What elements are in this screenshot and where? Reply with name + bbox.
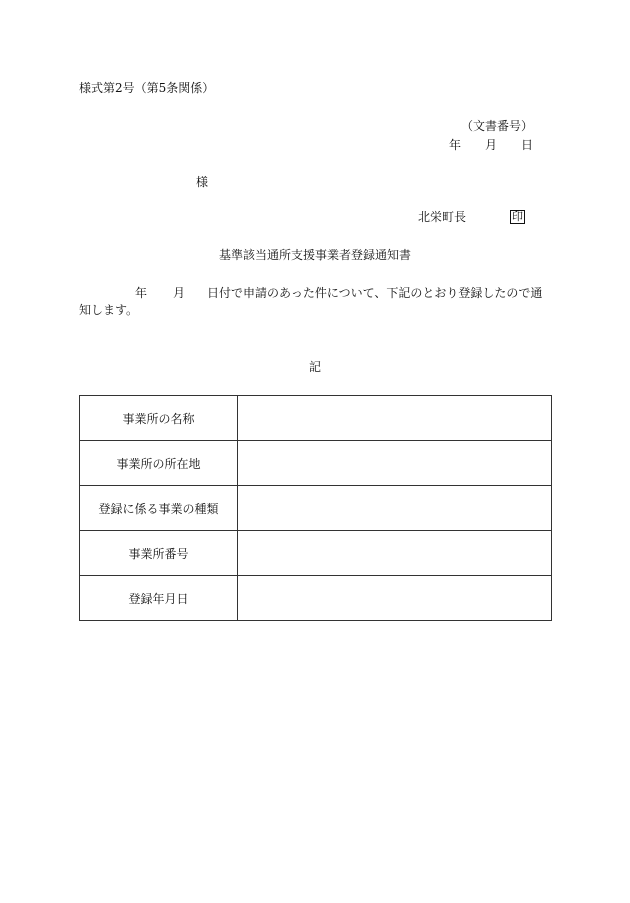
row-value[interactable] — [238, 486, 552, 531]
body-text: 日付で申請のあった件について、下記のとおり登録したので通知します。 — [79, 286, 543, 317]
table-row — [80, 531, 552, 576]
row-label: 事業所の所在地 — [80, 441, 238, 486]
date-year: 年 — [448, 138, 461, 152]
seal-mark: 印 — [512, 210, 523, 223]
ki-heading: 記 — [308, 360, 321, 374]
body-year: 年 — [135, 286, 148, 300]
form-number: 様式第2号（第5条関係） — [79, 81, 215, 95]
document-number: （文書番号） — [460, 119, 533, 133]
notice-body — [79, 285, 552, 319]
date-month: 月 — [484, 138, 497, 152]
sender-name: 北栄町長 — [418, 210, 467, 224]
row-value[interactable] — [238, 441, 552, 486]
row-value[interactable] — [238, 576, 552, 621]
issue-date — [449, 138, 533, 152]
addressee-honorific: 様 — [196, 175, 209, 189]
body-month: 月 — [173, 286, 186, 300]
table-row — [80, 441, 552, 486]
row-label: 登録に係る事業の種類 — [80, 486, 238, 531]
table-row — [80, 396, 552, 441]
table-row — [80, 576, 552, 621]
registration-table — [79, 395, 552, 621]
row-label: 事業所の名称 — [80, 396, 238, 441]
date-day: 日 — [520, 138, 533, 152]
row-value[interactable] — [238, 396, 552, 441]
document-title: 基準該当通所支援事業者登録通知書 — [218, 248, 411, 262]
row-value[interactable] — [238, 531, 552, 576]
row-label: 登録年月日 — [80, 576, 238, 621]
table-row — [80, 486, 552, 531]
row-label: 事業所番号 — [80, 531, 238, 576]
